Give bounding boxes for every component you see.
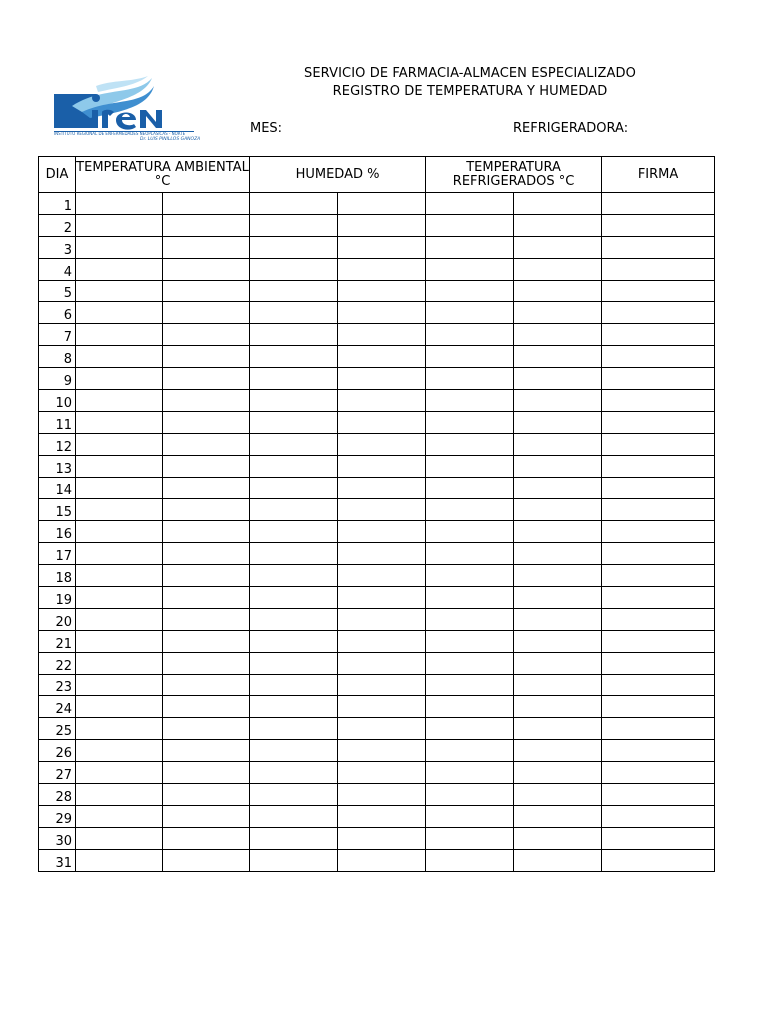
humedad-cell-b[interactable]	[338, 477, 426, 499]
table-row	[39, 696, 715, 718]
temp-refrigerados-cell-a[interactable]	[426, 368, 514, 390]
temp-ambiental-cell-b[interactable]	[163, 433, 250, 455]
firma-cell[interactable]	[602, 346, 715, 368]
table-row	[39, 674, 715, 696]
humedad-cell-b[interactable]	[338, 258, 426, 280]
temp-refrigerados-cell-b[interactable]	[514, 827, 602, 849]
humedad-cell-b[interactable]	[338, 630, 426, 652]
temp-ambiental-cell-a[interactable]	[76, 346, 163, 368]
firma-cell[interactable]	[602, 696, 715, 718]
temp-ambiental-cell-a[interactable]	[76, 784, 163, 806]
humedad-cell-a[interactable]	[250, 718, 338, 740]
temp-ambiental-cell-b[interactable]	[163, 543, 250, 565]
temp-refrigerados-cell-b[interactable]	[514, 849, 602, 871]
register-body	[39, 193, 715, 872]
table-row	[39, 718, 715, 740]
temp-ambiental-cell-a[interactable]	[76, 214, 163, 236]
column-header-humedad: HUMEDAD %	[250, 157, 426, 193]
header-row	[39, 157, 715, 193]
temp-refrigerados-cell-a[interactable]	[426, 433, 514, 455]
temp-refrigerados-cell-b[interactable]	[514, 368, 602, 390]
day-number: 22	[39, 652, 76, 674]
table-row	[39, 499, 715, 521]
day-number: 3	[39, 236, 76, 258]
day-number: 16	[39, 521, 76, 543]
humedad-cell-b[interactable]	[338, 849, 426, 871]
table-row	[39, 587, 715, 609]
temp-ambiental-cell-a[interactable]	[76, 827, 163, 849]
humedad-cell-b[interactable]	[338, 652, 426, 674]
humedad-cell-a[interactable]	[250, 236, 338, 258]
table-row	[39, 214, 715, 236]
temp-refrigerados-cell-a[interactable]	[426, 784, 514, 806]
day-number: 12	[39, 433, 76, 455]
temp-ambiental-cell-b[interactable]	[163, 280, 250, 302]
day-number: 8	[39, 346, 76, 368]
firma-cell[interactable]	[602, 740, 715, 762]
temp-refrigerados-cell-a[interactable]	[426, 455, 514, 477]
day-number: 9	[39, 368, 76, 390]
day-number: 27	[39, 762, 76, 784]
humedad-cell-a[interactable]	[250, 258, 338, 280]
humedad-cell-b[interactable]	[338, 521, 426, 543]
table-row	[39, 346, 715, 368]
humedad-cell-a[interactable]	[250, 740, 338, 762]
table-row	[39, 368, 715, 390]
firma-cell[interactable]	[602, 784, 715, 806]
table-row	[39, 324, 715, 346]
temp-refrigerados-cell-a[interactable]	[426, 346, 514, 368]
humedad-cell-a[interactable]	[250, 849, 338, 871]
temp-ambiental-cell-b[interactable]	[163, 674, 250, 696]
temp-refrigerados-cell-a[interactable]	[426, 608, 514, 630]
temp-ambiental-cell-a[interactable]	[76, 521, 163, 543]
day-number: 1	[39, 193, 76, 215]
temp-ambiental-cell-b[interactable]	[163, 827, 250, 849]
table-row	[39, 784, 715, 806]
temp-ambiental-cell-a[interactable]	[76, 499, 163, 521]
temp-refrigerados-cell-a[interactable]	[426, 258, 514, 280]
temp-refrigerados-cell-b[interactable]	[514, 236, 602, 258]
day-number: 17	[39, 543, 76, 565]
humedad-cell-a[interactable]	[250, 280, 338, 302]
temp-ambiental-cell-b[interactable]	[163, 521, 250, 543]
humedad-cell-b[interactable]	[338, 433, 426, 455]
temp-refrigerados-cell-a[interactable]	[426, 543, 514, 565]
day-number: 7	[39, 324, 76, 346]
temp-refrigerados-cell-a[interactable]	[426, 696, 514, 718]
humedad-cell-b[interactable]	[338, 455, 426, 477]
humedad-cell-b[interactable]	[338, 608, 426, 630]
humedad-cell-b[interactable]	[338, 499, 426, 521]
temp-ambiental-cell-b[interactable]	[163, 652, 250, 674]
firma-cell[interactable]	[602, 236, 715, 258]
temp-ambiental-cell-b[interactable]	[163, 411, 250, 433]
firma-cell[interactable]	[602, 368, 715, 390]
day-number: 19	[39, 587, 76, 609]
table-row	[39, 433, 715, 455]
temp-refrigerados-cell-b[interactable]	[514, 280, 602, 302]
temp-refrigerados-cell-b[interactable]	[514, 258, 602, 280]
humedad-cell-a[interactable]	[250, 587, 338, 609]
temp-refrigerados-cell-a[interactable]	[426, 411, 514, 433]
temp-refrigerados-cell-b[interactable]	[514, 499, 602, 521]
temp-ambiental-cell-a[interactable]	[76, 543, 163, 565]
temp-ambiental-cell-b[interactable]	[163, 302, 250, 324]
temp-ambiental-cell-a[interactable]	[76, 193, 163, 215]
temp-refrigerados-cell-b[interactable]	[514, 762, 602, 784]
temp-refrigerados-cell-b[interactable]	[514, 302, 602, 324]
humedad-cell-b[interactable]	[338, 411, 426, 433]
humedad-cell-a[interactable]	[250, 214, 338, 236]
day-number: 26	[39, 740, 76, 762]
temp-refrigerados-cell-a[interactable]	[426, 565, 514, 587]
temp-refrigerados-cell-b[interactable]	[514, 477, 602, 499]
temp-refrigerados-cell-a[interactable]	[426, 587, 514, 609]
table-row	[39, 608, 715, 630]
temp-ambiental-cell-b[interactable]	[163, 324, 250, 346]
humedad-cell-b[interactable]	[338, 784, 426, 806]
firma-cell[interactable]	[602, 258, 715, 280]
day-number: 2	[39, 214, 76, 236]
logo-subtitle: INSTITUTO REGIONAL DE ENFERMEDADES NEOPLASICAS - NORTE	[54, 131, 186, 136]
table-row	[39, 390, 715, 412]
temp-ambiental-cell-a[interactable]	[76, 302, 163, 324]
temp-ambiental-cell-b[interactable]	[163, 587, 250, 609]
mes-label: MES:	[250, 121, 283, 136]
firma-cell[interactable]	[602, 674, 715, 696]
day-number: 28	[39, 784, 76, 806]
temp-ambiental-cell-a[interactable]	[76, 630, 163, 652]
humedad-cell-a[interactable]	[250, 302, 338, 324]
day-number: 11	[39, 411, 76, 433]
day-number: 21	[39, 630, 76, 652]
temp-refrigerados-cell-a[interactable]	[426, 302, 514, 324]
humedad-cell-b[interactable]	[338, 236, 426, 258]
humedad-cell-b[interactable]	[338, 368, 426, 390]
temp-ambiental-cell-b[interactable]	[163, 193, 250, 215]
document-title-line1: SERVICIO DE FARMACIA-ALMACEN ESPECIALIZADO	[304, 66, 636, 81]
temp-refrigerados-cell-a[interactable]	[426, 390, 514, 412]
temp-ambiental-cell-a[interactable]	[76, 477, 163, 499]
temp-ambiental-cell-a[interactable]	[76, 411, 163, 433]
temp-ambiental-cell-a[interactable]	[76, 433, 163, 455]
table-row	[39, 543, 715, 565]
temp-ambiental-cell-b[interactable]	[163, 849, 250, 871]
temp-ambiental-cell-b[interactable]	[163, 214, 250, 236]
temp-refrigerados-cell-b[interactable]	[514, 696, 602, 718]
table-row	[39, 477, 715, 499]
temp-ambiental-cell-a[interactable]	[76, 368, 163, 390]
humedad-cell-b[interactable]	[338, 302, 426, 324]
firma-cell[interactable]	[602, 433, 715, 455]
temp-refrigerados-cell-b[interactable]	[514, 740, 602, 762]
temp-ambiental-cell-a[interactable]	[76, 455, 163, 477]
temp-refrigerados-cell-b[interactable]	[514, 543, 602, 565]
table-row	[39, 630, 715, 652]
document-title-line2: REGISTRO DE TEMPERATURA Y HUMEDAD	[332, 84, 608, 99]
humedad-cell-a[interactable]	[250, 390, 338, 412]
temp-refrigerados-cell-b[interactable]	[514, 193, 602, 215]
temp-refrigerados-cell-b[interactable]	[514, 784, 602, 806]
humedad-cell-a[interactable]	[250, 543, 338, 565]
temp-refrigerados-cell-b[interactable]	[514, 608, 602, 630]
temp-ambiental-cell-b[interactable]	[163, 696, 250, 718]
humedad-cell-a[interactable]	[250, 324, 338, 346]
humedad-cell-b[interactable]	[338, 740, 426, 762]
humedad-cell-b[interactable]	[338, 827, 426, 849]
table-row	[39, 193, 715, 215]
humedad-cell-a[interactable]	[250, 455, 338, 477]
humedad-cell-b[interactable]	[338, 696, 426, 718]
firma-cell[interactable]	[602, 543, 715, 565]
day-number: 25	[39, 718, 76, 740]
table-row	[39, 302, 715, 324]
temp-ambiental-cell-a[interactable]	[76, 740, 163, 762]
day-number: 10	[39, 390, 76, 412]
temp-ambiental-cell-b[interactable]	[163, 455, 250, 477]
temp-ambiental-cell-b[interactable]	[163, 390, 250, 412]
temp-refrigerados-cell-b[interactable]	[514, 214, 602, 236]
firma-cell[interactable]	[602, 193, 715, 215]
temp-ambiental-cell-a[interactable]	[76, 608, 163, 630]
temp-refrigerados-cell-a[interactable]	[426, 674, 514, 696]
firma-cell[interactable]	[602, 280, 715, 302]
humedad-cell-a[interactable]	[250, 696, 338, 718]
table-row	[39, 849, 715, 871]
temp-ambiental-cell-b[interactable]	[163, 718, 250, 740]
day-number: 20	[39, 608, 76, 630]
humedad-cell-b[interactable]	[338, 805, 426, 827]
humedad-cell-b[interactable]	[338, 280, 426, 302]
firma-cell[interactable]	[602, 214, 715, 236]
day-number: 24	[39, 696, 76, 718]
temp-ambiental-cell-a[interactable]	[76, 258, 163, 280]
temp-ambiental-cell-a[interactable]	[76, 762, 163, 784]
temp-ambiental-cell-a[interactable]	[76, 696, 163, 718]
temp-ambiental-cell-a[interactable]	[76, 587, 163, 609]
firma-cell[interactable]	[602, 477, 715, 499]
column-header-dia: DIA	[39, 157, 76, 193]
day-number: 15	[39, 499, 76, 521]
temp-ambiental-cell-b[interactable]	[163, 565, 250, 587]
humedad-cell-a[interactable]	[250, 805, 338, 827]
temp-refrigerados-cell-b[interactable]	[514, 652, 602, 674]
temp-refrigerados-cell-a[interactable]	[426, 193, 514, 215]
column-header-firma: FIRMA	[602, 157, 715, 193]
temp-ambiental-cell-a[interactable]	[76, 280, 163, 302]
temp-refrigerados-cell-a[interactable]	[426, 477, 514, 499]
refrigeradora-label: REFRIGERADORA:	[513, 121, 629, 136]
humedad-cell-b[interactable]	[338, 718, 426, 740]
humedad-cell-a[interactable]	[250, 652, 338, 674]
humedad-cell-a[interactable]	[250, 608, 338, 630]
humedad-cell-b[interactable]	[338, 346, 426, 368]
temp-refrigerados-cell-a[interactable]	[426, 718, 514, 740]
logo-doctor: Dr. LUIS PINILLOS GANOZA	[140, 137, 201, 142]
firma-cell[interactable]	[602, 455, 715, 477]
temp-refrigerados-cell-a[interactable]	[426, 827, 514, 849]
humedad-cell-b[interactable]	[338, 543, 426, 565]
humedad-cell-b[interactable]	[338, 390, 426, 412]
table-row	[39, 805, 715, 827]
humedad-cell-a[interactable]	[250, 521, 338, 543]
table-row	[39, 762, 715, 784]
firma-cell[interactable]	[602, 608, 715, 630]
firma-cell[interactable]	[602, 587, 715, 609]
temp-ambiental-cell-b[interactable]	[163, 499, 250, 521]
firma-cell[interactable]	[602, 565, 715, 587]
temp-ambiental-cell-b[interactable]	[163, 608, 250, 630]
temp-ambiental-cell-b[interactable]	[163, 368, 250, 390]
temp-refrigerados-cell-a[interactable]	[426, 762, 514, 784]
temp-ambiental-cell-a[interactable]	[76, 674, 163, 696]
temp-refrigerados-cell-a[interactable]	[426, 740, 514, 762]
temp-refrigerados-cell-a[interactable]	[426, 324, 514, 346]
temp-refrigerados-cell-b[interactable]	[514, 805, 602, 827]
temp-refrigerados-cell-b[interactable]	[514, 587, 602, 609]
table-row	[39, 565, 715, 587]
humedad-cell-a[interactable]	[250, 368, 338, 390]
temp-ambiental-cell-b[interactable]	[163, 258, 250, 280]
temp-ambiental-cell-b[interactable]	[163, 346, 250, 368]
temp-ambiental-cell-a[interactable]	[76, 652, 163, 674]
humedad-cell-b[interactable]	[338, 214, 426, 236]
firma-cell[interactable]	[602, 805, 715, 827]
firma-cell[interactable]	[602, 324, 715, 346]
firma-cell[interactable]	[602, 762, 715, 784]
firma-cell[interactable]	[602, 411, 715, 433]
humedad-cell-b[interactable]	[338, 674, 426, 696]
temp-refrigerados-cell-b[interactable]	[514, 455, 602, 477]
humedad-cell-a[interactable]	[250, 433, 338, 455]
day-number: 29	[39, 805, 76, 827]
temp-refrigerados-cell-a[interactable]	[426, 805, 514, 827]
temp-refrigerados-cell-b[interactable]	[514, 390, 602, 412]
humedad-cell-a[interactable]	[250, 346, 338, 368]
temp-refrigerados-cell-b[interactable]	[514, 718, 602, 740]
temp-refrigerados-cell-b[interactable]	[514, 324, 602, 346]
firma-cell[interactable]	[602, 630, 715, 652]
humedad-cell-b[interactable]	[338, 324, 426, 346]
day-number: 31	[39, 849, 76, 871]
humedad-cell-a[interactable]	[250, 630, 338, 652]
day-number: 6	[39, 302, 76, 324]
temp-refrigerados-cell-a[interactable]	[426, 652, 514, 674]
temp-ambiental-cell-a[interactable]	[76, 805, 163, 827]
table-row	[39, 521, 715, 543]
humedad-cell-a[interactable]	[250, 762, 338, 784]
firma-cell[interactable]	[602, 521, 715, 543]
temp-ambiental-cell-a[interactable]	[76, 718, 163, 740]
table-row	[39, 280, 715, 302]
humedad-cell-a[interactable]	[250, 477, 338, 499]
temp-refrigerados-cell-b[interactable]	[514, 433, 602, 455]
day-number: 5	[39, 280, 76, 302]
firma-cell[interactable]	[602, 827, 715, 849]
firma-cell[interactable]	[602, 499, 715, 521]
firma-cell[interactable]	[602, 390, 715, 412]
temp-ambiental-cell-b[interactable]	[163, 784, 250, 806]
temp-ambiental-cell-b[interactable]	[163, 805, 250, 827]
temp-refrigerados-cell-a[interactable]	[426, 499, 514, 521]
temp-ambiental-cell-a[interactable]	[76, 390, 163, 412]
temp-ambiental-cell-a[interactable]	[76, 324, 163, 346]
temp-refrigerados-cell-b[interactable]	[514, 521, 602, 543]
temp-ambiental-cell-a[interactable]	[76, 565, 163, 587]
firma-cell[interactable]	[602, 718, 715, 740]
temp-ambiental-cell-a[interactable]	[76, 236, 163, 258]
table-row	[39, 258, 715, 280]
temp-refrigerados-cell-b[interactable]	[514, 565, 602, 587]
temp-refrigerados-cell-b[interactable]	[514, 346, 602, 368]
humedad-cell-a[interactable]	[250, 193, 338, 215]
temp-ambiental-cell-b[interactable]	[163, 762, 250, 784]
humedad-cell-b[interactable]	[338, 193, 426, 215]
humedad-cell-a[interactable]	[250, 411, 338, 433]
table-row	[39, 411, 715, 433]
temp-refrigerados-cell-a[interactable]	[426, 280, 514, 302]
column-header-temperatura-ambiental: TEMPERATURA AMBIENTAL °C	[76, 157, 250, 193]
table-row	[39, 827, 715, 849]
table-row	[39, 455, 715, 477]
column-header-temperatura-refrigerados: TEMPERATURA REFRIGERADOS °C	[426, 157, 602, 193]
temp-refrigerados-cell-b[interactable]	[514, 674, 602, 696]
temp-refrigerados-cell-a[interactable]	[426, 630, 514, 652]
humedad-cell-b[interactable]	[338, 762, 426, 784]
table-row	[39, 236, 715, 258]
temp-refrigerados-cell-a[interactable]	[426, 214, 514, 236]
temp-refrigerados-cell-a[interactable]	[426, 236, 514, 258]
iren-logo	[52, 76, 201, 146]
temperature-humidity-register	[38, 156, 715, 872]
day-number: 4	[39, 258, 76, 280]
day-number: 13	[39, 455, 76, 477]
temp-refrigerados-cell-a[interactable]	[426, 521, 514, 543]
humedad-cell-a[interactable]	[250, 499, 338, 521]
firma-cell[interactable]	[602, 849, 715, 871]
temp-ambiental-cell-b[interactable]	[163, 477, 250, 499]
humedad-cell-a[interactable]	[250, 674, 338, 696]
day-number: 14	[39, 477, 76, 499]
humedad-cell-b[interactable]	[338, 587, 426, 609]
day-number: 18	[39, 565, 76, 587]
firma-cell[interactable]	[602, 652, 715, 674]
temp-refrigerados-cell-b[interactable]	[514, 630, 602, 652]
temp-refrigerados-cell-a[interactable]	[426, 849, 514, 871]
humedad-cell-a[interactable]	[250, 565, 338, 587]
humedad-cell-a[interactable]	[250, 827, 338, 849]
temp-refrigerados-cell-b[interactable]	[514, 411, 602, 433]
temp-ambiental-cell-a[interactable]	[76, 849, 163, 871]
firma-cell[interactable]	[602, 302, 715, 324]
humedad-cell-a[interactable]	[250, 784, 338, 806]
day-number: 23	[39, 674, 76, 696]
temp-ambiental-cell-b[interactable]	[163, 740, 250, 762]
table-row	[39, 740, 715, 762]
temp-ambiental-cell-b[interactable]	[163, 630, 250, 652]
humedad-cell-b[interactable]	[338, 565, 426, 587]
temp-ambiental-cell-b[interactable]	[163, 236, 250, 258]
day-number: 30	[39, 827, 76, 849]
table-row	[39, 652, 715, 674]
